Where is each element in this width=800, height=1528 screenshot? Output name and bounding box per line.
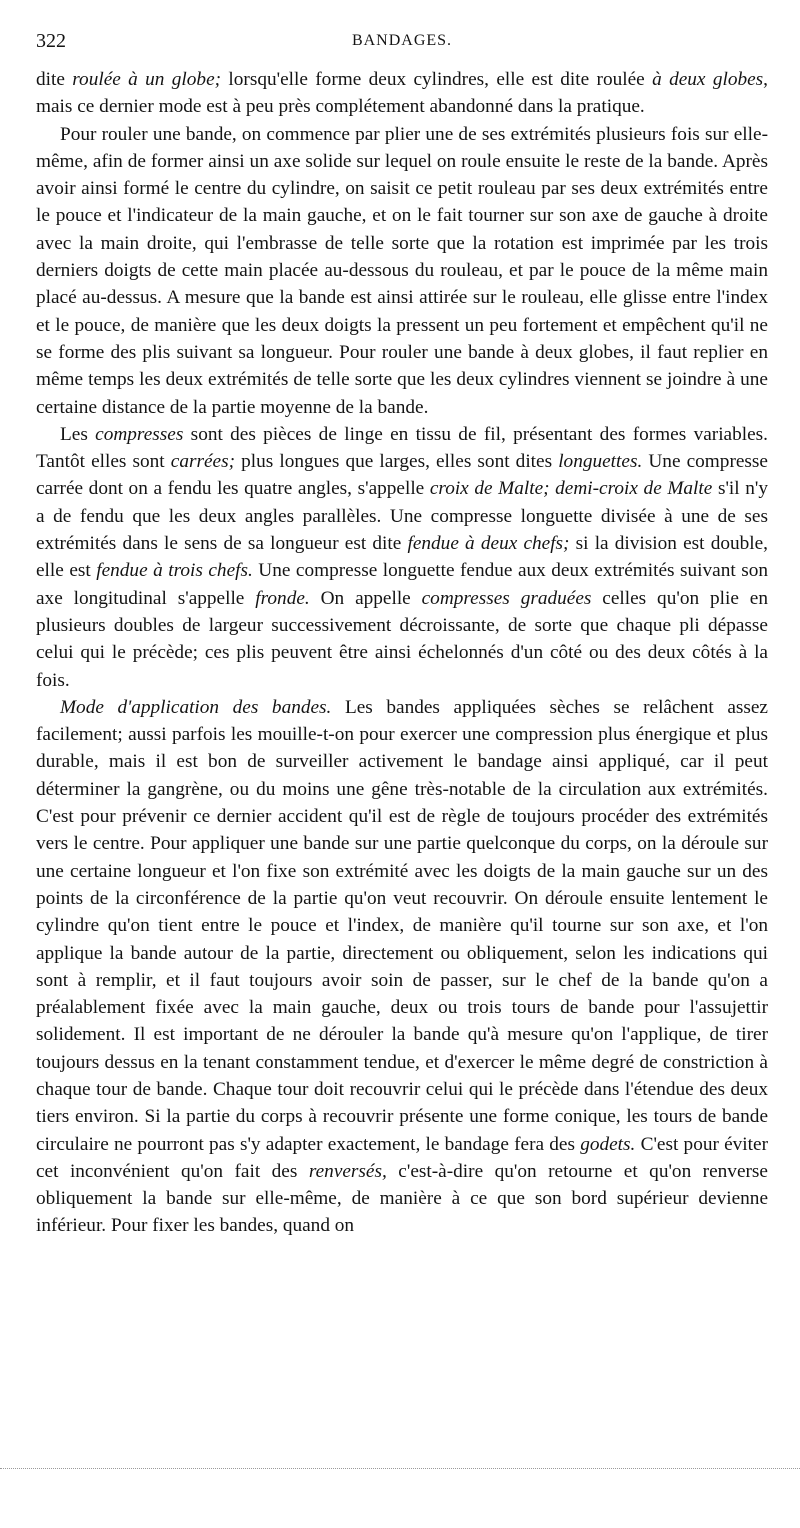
- italic-text: compresses graduées: [421, 587, 592, 609]
- text-run: lorsqu'elle forme deux cylindres, elle est dite roulée: [221, 69, 653, 90]
- paragraph: [36, 121, 768, 421]
- running-title: BANDAGES.: [351, 32, 453, 49]
- footer-rule: [0, 1468, 800, 1469]
- text-run: dite: [36, 69, 73, 90]
- body-text: [36, 66, 768, 1240]
- italic-text: carrées;: [170, 451, 236, 473]
- italic-text: fendue à deux chefs;: [407, 533, 570, 555]
- italic-text: fendue à trois chefs.: [96, 560, 253, 582]
- text-run: s'il n'y a de fendu que les deux angles parallèles. Une compresse longuette divisée à une de ses extrémités dans le sens de sa longueur est dite: [36, 478, 768, 555]
- italic-text: à deux globes: [652, 69, 764, 90]
- text-run: , mais ce dernier mode est à peu près complétement abandonné dans la pratique.: [36, 69, 768, 118]
- italic-text: renversés,: [308, 1160, 387, 1182]
- text-run: plus longues que larges, elles sont dites: [235, 451, 559, 473]
- italic-text: croix de Malte; demi-croix de Malte: [429, 478, 713, 500]
- text-run: Les bandes appliquées sèches se relâchent assez facilement; aussi parfois les mouille-t-on pour exercer une compression plus énergique et plus durable, mais il est bon de surveiller activement le bandage ainsi appliqué, car il peut déterminer la gangrène, ou du moins une gêne très-notable de la circulation aux extrémités. C'est pour prévenir ce dernier accident qu'il est de règle de toujours procéder des extrémités vers le centre. Pour appliquer une bande sur une partie quelconque du corps, on la déroule sur une certaine longueur et l'on fixe son extrémité avec les doigts de la main gauche sur un des points de la circonférence de la partie qu'on veut recouvrir. On déroule ensuite lentement le cylindre qu'on tient entre le pouce et l'index, de manière qu'il tourne sur son axe, et l'on applique la bande autour de la partie, directement ou obliquement, selon les indications qui sont à remplir, et il faut toujours avoir soin de passer, sur le chef de la bande qu'on a préalablement fixée avec la main gauche, deux ou trois tours de bande pour l'assujettir solidement. Il est important de ne dérouler la bande qu'à mesure qu'on l'applique, de tirer toujours dessus en la tenant constamment tendue, et d'exercer le même degré de constriction à chaque tour de bande. Chaque tour doit recouvrir celui qui le précède dans l'étendue des deux tiers environ. Si la partie du corps à recouvrir présente une forme conique, les tours de bande circulaire ne pourront pas s'y adapter exactement, le bandage fera des: [36, 696, 768, 1155]
- italic-text: roulée à un globe;: [72, 69, 222, 90]
- italic-text: godets.: [580, 1133, 636, 1155]
- italic-text: compresses: [95, 423, 184, 445]
- page-number: 322: [36, 30, 66, 52]
- paragraph: [36, 421, 768, 694]
- italic-text: longuettes.: [558, 451, 643, 473]
- text-run: Les: [60, 423, 96, 445]
- italic-text: fronde.: [255, 587, 310, 609]
- text-run: c'est-à-dire qu'on retourne et qu'on renverse obliquement la bande sur elle-même, de manière à ce que son bord supérieur devienne inférieur. Pour fixer les bandes, quand on: [36, 1160, 768, 1237]
- paragraph: [36, 66, 768, 121]
- book-page: [36, 28, 768, 1508]
- paragraph: [36, 694, 768, 1240]
- text-run: si la division est double, elle est: [36, 533, 768, 582]
- italic-text: Mode d'application des bandes.: [60, 696, 332, 718]
- text-run: sont des pièces de linge en tissu de fil, présentant des formes variables. Tantôt elles sont: [36, 423, 768, 473]
- text-run: celles qu'on plie en plusieurs doubles de largeur successivement décroissante, de sorte que chaque pli dépasse celui qui le précède; ces plis peuvent être ainsi échelonnés d'un côté ou des deux côtés à la fois.: [36, 587, 768, 691]
- text-run: Pour rouler une bande, on commence par plier une de ses extrémités plusieurs fois sur elle-même, afin de former ainsi un axe solide sur lequel on roule ensuite le reste de la bande. Après avoir ainsi formé le centre du cylindre, on saisit ce petit rouleau par ses deux extrémités entre le pouce et l'indicateur de la main gauche, et on le fait tourner sur son axe de gauche à droite avec la main droite, qui l'embrasse de telle sorte que la rotation est imprimée par les trois derniers doigts de cette main placée au-dessous du rouleau, et par le pouce de la même main placé au-dessus. A mesure que la bande est ainsi attirée sur le rouleau, elle glisse entre l'index et le pouce, de manière que les deux doigts la pressent un peu fortement et empêchent qu'il ne se forme des plis suivant sa longueur. Pour rouler une bande à deux globes, il faut replier en même temps les deux extrémités de telle sorte que les deux cylindres viennent se joindre à une certaine distance de la partie moyenne de la bande.: [36, 123, 768, 418]
- text-run: On appelle: [309, 587, 422, 609]
- text-run: Une compresse carrée dont on a fendu les quatre angles, s'appelle: [36, 451, 768, 500]
- text-run: Une compresse longuette fendue aux deux extrémités suivant son axe longitudinal s'appelle: [36, 560, 769, 609]
- page-header: [36, 28, 768, 66]
- text-run: C'est pour éviter cet inconvénient qu'on fait des: [36, 1133, 769, 1182]
